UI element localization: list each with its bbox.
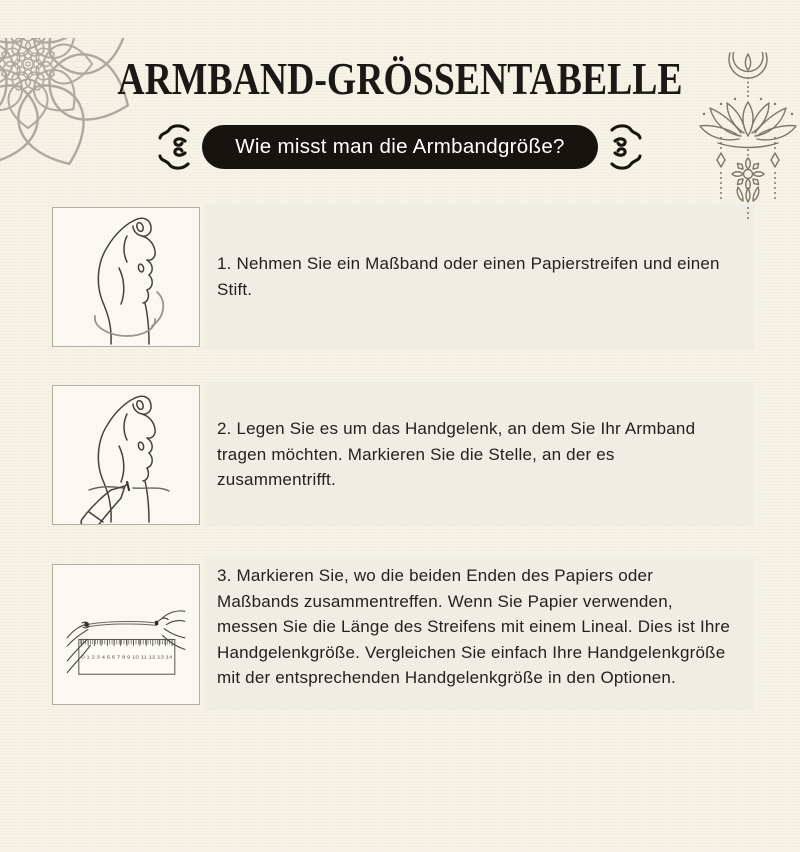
hand-marking-wrist-illustration — [52, 385, 200, 525]
question-badge: Wie misst man die Armbandgröße? — [202, 125, 597, 169]
step-row-3 — [52, 557, 755, 711]
step-row-1 — [52, 204, 755, 349]
step-row-2 — [52, 382, 755, 527]
hand-with-measuring-band-illustration — [52, 207, 200, 347]
step-panel-2 — [205, 382, 755, 527]
strip-and-ruler-illustration — [52, 564, 200, 705]
step-panel-1 — [205, 204, 755, 349]
badge-flourish-right-icon — [609, 121, 643, 173]
step-text-2: 2. Legen Sie es um das Handgelenk, an dem Sie Ihr Armband tragen möchten. Markieren Sie die Stelle, an der es zusammentrifft. — [217, 419, 696, 490]
step-text-3: 3. Markieren Sie, wo die beiden Enden des Papiers oder Maßbands zusammentreffen. Wenn Sie Papier verwenden, messen Sie die Länge des Streifens mit einem Lineal. Dies ist Ihre Handgelenkgröße. Vergleichen Sie einfach Ihre Handgelenkgröße mit der entsprechenden Handgelenkgröße in den Optionen. — [217, 566, 731, 687]
step-panel-3 — [205, 557, 755, 711]
badge-flourish-left-icon — [157, 121, 191, 173]
step-text-1: 1. Nehmen Sie ein Maßband oder einen Papierstreifen und einen Stift. — [217, 254, 720, 299]
page-title: ARMBAND-GRÖSSENTABELLE — [117, 53, 683, 104]
steps-list — [52, 204, 755, 711]
ruler-numbers: 0 1 2 3 4 5 6 7 8 9 10 11 12 13 14 — [81, 654, 156, 660]
